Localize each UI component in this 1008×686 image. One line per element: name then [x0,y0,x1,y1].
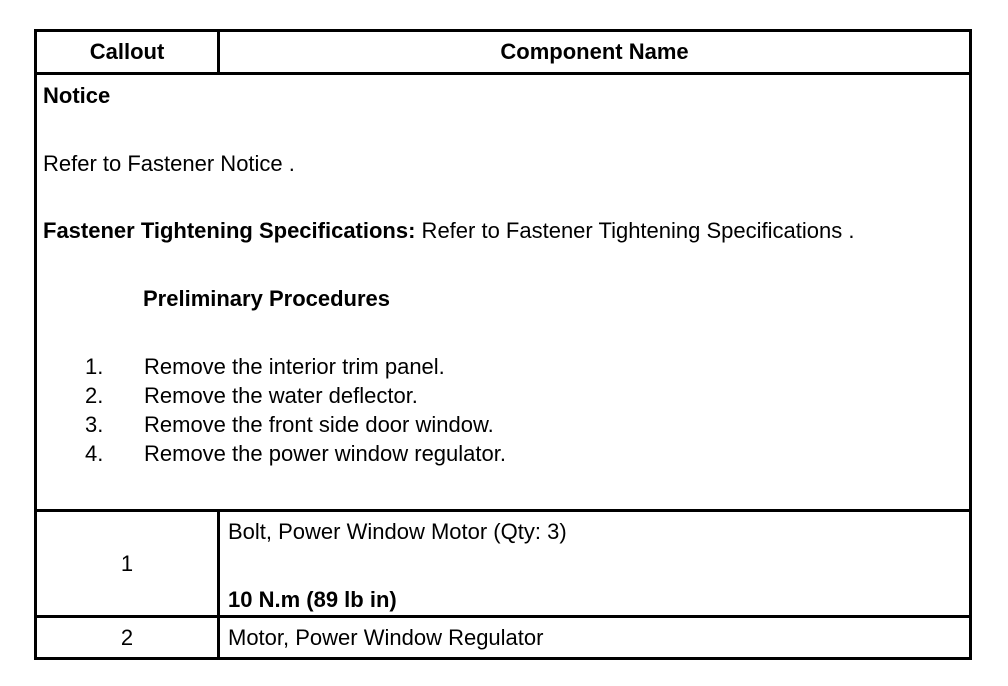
callout-header: Callout [89,39,165,64]
step-number: 4. [85,441,104,466]
step-text: Remove the water deflector. [144,383,418,408]
callout-number: 2 [120,624,134,650]
step-number: 2. [85,383,104,408]
table-row [37,512,969,618]
tightening-specs-text: Refer to Fastener Tightening Specifications . [415,218,855,243]
step-number: 1. [85,354,104,379]
table-row [37,618,969,657]
tightening-specs-label: Fastener Tightening Specifications: [43,218,416,243]
step-text: Remove the interior trim panel. [144,354,445,379]
component-name: Motor, Power Window Regulator [228,625,544,650]
tightening-specs-line [43,218,854,244]
list-item [85,439,506,468]
preliminary-steps-list [85,352,506,468]
step-text: Remove the power window regulator. [144,441,506,466]
component-name-header: Component Name [500,39,689,64]
torque-spec: 10 N.m (89 lb in) [228,587,397,612]
component-name: Bolt, Power Window Motor (Qty: 3) [228,519,567,544]
list-item [85,381,506,410]
column-divider [217,618,220,657]
fastener-notice-text: Refer to Fastener Notice . [43,151,295,176]
list-item [85,352,506,381]
step-number: 3. [85,412,104,437]
list-item [85,410,506,439]
column-divider [217,512,220,615]
notice-title: Notice [43,83,111,108]
notice-section [37,75,969,512]
component-table [34,29,972,660]
table-header-row [37,32,969,75]
callout-number: 1 [120,550,134,576]
preliminary-procedures-title: Preliminary Procedures [143,286,391,311]
step-text: Remove the front side door window. [144,412,494,437]
